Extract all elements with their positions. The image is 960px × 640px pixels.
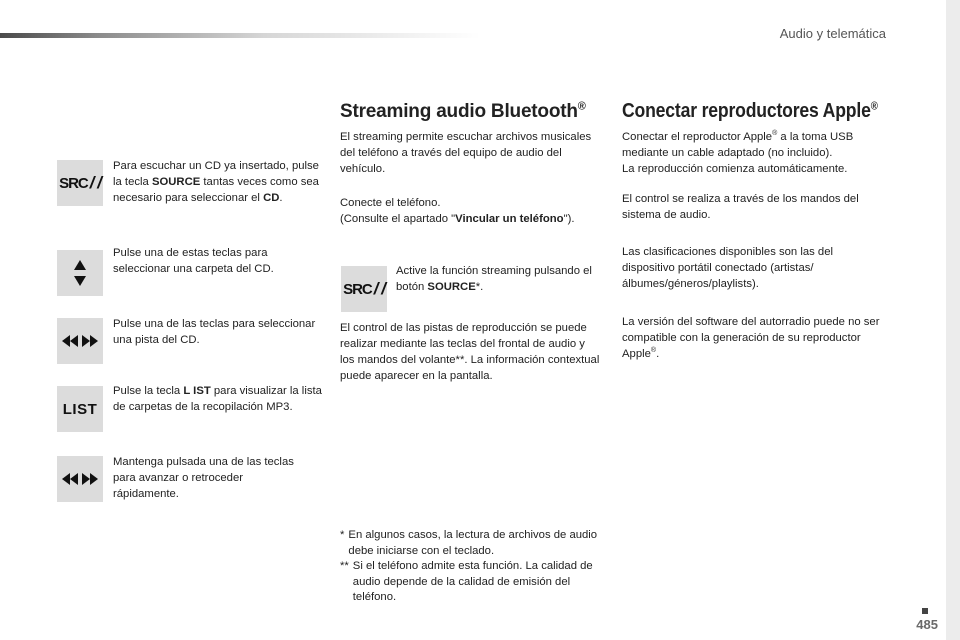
- left-item-2-text: Pulse una de estas teclas para seleccionar una carpeta del CD.: [113, 247, 274, 275]
- bluetooth-intro: El streaming permite escuchar archivos musicales del teléfono a través del equipo de audio del vehículo.: [340, 131, 592, 175]
- apple-heading: Conectar reproductores Apple®: [622, 100, 878, 122]
- bluetooth-connect-text: Conecte el teléfono. (Consulte el apartado "Vincular un teléfono").: [340, 197, 575, 225]
- left-item-4-text: Pulse la tecla L IST para visualizar la lista de carpetas de la recopilación MP3.: [113, 385, 322, 413]
- bluetooth-activate-text: Active la función streaming pulsando el botón SOURCE*.: [396, 265, 592, 293]
- page-edge-strip: [946, 0, 960, 640]
- src-icon-label: SRC: [59, 175, 88, 192]
- footnote-2: ** Si el teléfono admite esta función. La calidad de audio depende de la calidad de emisión del teléfono.: [340, 560, 593, 603]
- bluetooth-control-text: El control de las pistas de reproducción se puede realizar mediante las teclas del frontal de audio y los mandos del volante**. La información contextual puede aparecer en la pantalla.: [340, 322, 600, 382]
- page-marker: [922, 608, 928, 614]
- bluetooth-heading: Streaming audio Bluetooth®: [340, 100, 586, 122]
- prev-next-arrows-icon: [57, 318, 103, 364]
- src-button-icon: SRC / /: [57, 160, 103, 206]
- src-button-icon: SRC / /: [341, 266, 387, 312]
- list-button-icon: [57, 386, 103, 432]
- left-item-1-text: Para escuchar un CD ya insertado, pulse la tecla SOURCE tantas veces como sea necesario para seleccionar el CD.: [113, 160, 319, 204]
- section-title: Audio y telemática: [779, 26, 886, 41]
- header-gradient-bar: [0, 33, 480, 38]
- apple-classification-text: Las clasificaciones disponibles son las del dispositivo portátil conectado (artistas/álbumes/géneros/playlists).: [622, 246, 833, 290]
- up-down-arrows-icon: [57, 250, 103, 296]
- apple-version-text: La versión del software del autorradio puede no ser compatible con la generación de su reproductor Apple®.: [622, 316, 880, 360]
- footnotes: [340, 528, 610, 606]
- apple-connect-text: Conectar el reproductor Apple® a la toma USB mediante un cable adaptado (no incluido). La reproducción comienza automáticamente.: [622, 130, 854, 175]
- page-number: 485: [916, 617, 938, 632]
- footnote-1: * En algunos casos, la lectura de archivos de audio debe iniciarse con el teclado.: [340, 529, 598, 557]
- apple-control-text: El control se realiza a través de los mandos del sistema de audio.: [622, 193, 859, 221]
- prev-next-arrows-icon: [57, 456, 103, 502]
- left-item-3-text: Pulse una de las teclas para seleccionar una pista del CD.: [113, 318, 316, 346]
- list-icon-label: LIST: [62, 400, 98, 418]
- left-item-5-text: Mantenga pulsada una de las teclas para avanzar o retroceder rápidamente.: [113, 456, 294, 500]
